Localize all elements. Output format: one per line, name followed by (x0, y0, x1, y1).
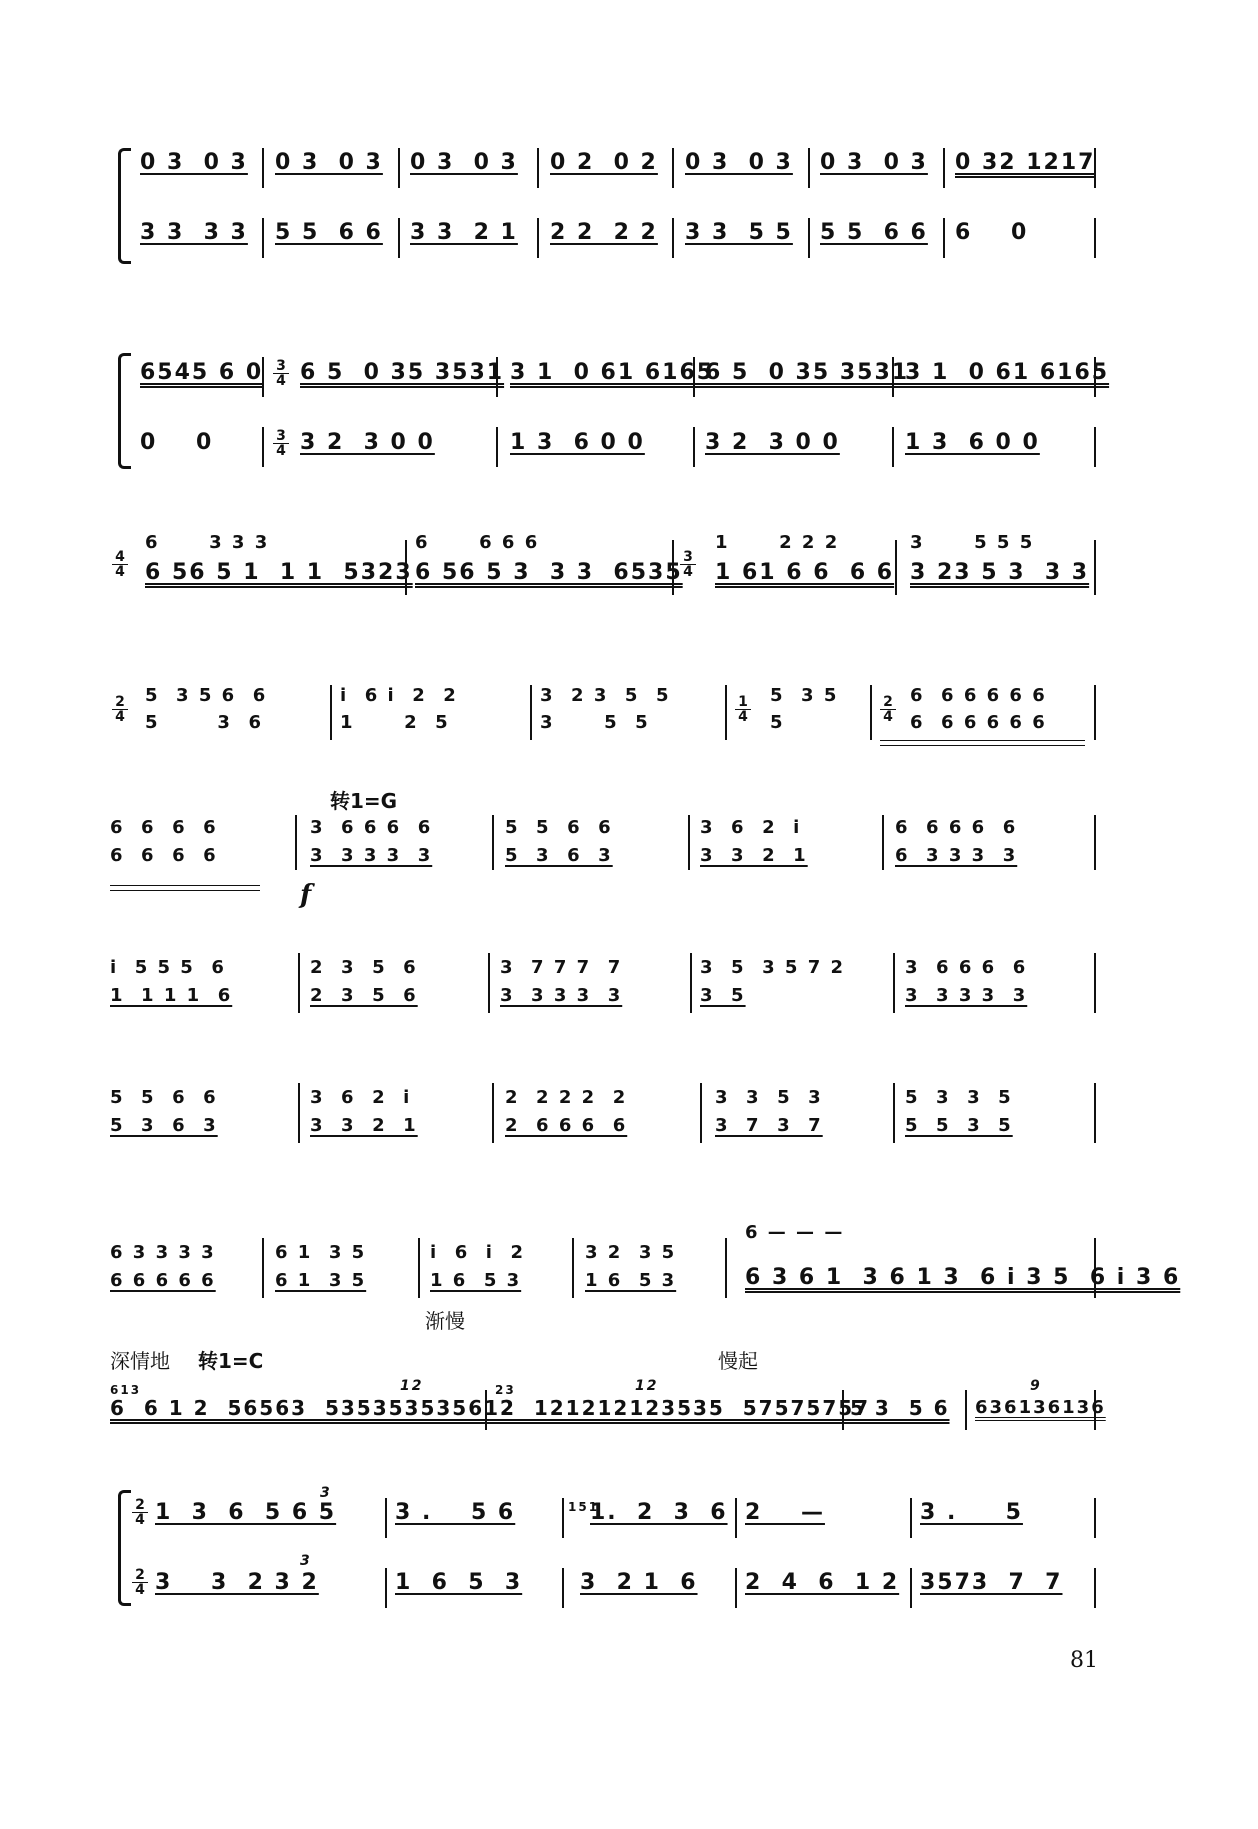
measure-upper: 6 1 3 5 (275, 1242, 367, 1263)
measure-upper: 6 3 3 3 (145, 532, 270, 553)
grace-notes: 613 (110, 1383, 142, 1397)
time-signature: 3 4 (680, 550, 696, 579)
barline (1094, 1390, 1096, 1430)
barline (672, 148, 674, 188)
barline (690, 953, 692, 1013)
measure-lower: 3 3 3 3 3 (310, 845, 433, 866)
measure-lower: 2 6 6 6 6 (505, 1115, 628, 1136)
time-signature: 3 4 (273, 429, 289, 458)
barline (693, 357, 695, 397)
tuplet-number: 12 (400, 1378, 424, 1394)
barline (910, 1498, 912, 1538)
measure-upper: 3 5 3 5 7 2 (700, 957, 846, 978)
time-signature: 4 4 (112, 550, 128, 579)
measure-top: 0 32 1217 (955, 150, 1096, 175)
measure-top: 1. 2 3 6 (590, 1500, 728, 1525)
barline (330, 685, 332, 740)
barline (910, 1568, 912, 1608)
barline (1094, 1498, 1096, 1538)
barline (1094, 953, 1096, 1013)
dynamic-forte: f (300, 880, 312, 910)
barline (1094, 1083, 1096, 1143)
measure-upper: 3 2 3 5 5 (540, 685, 671, 706)
measure-upper: 5 5 6 6 (110, 1087, 218, 1108)
measure-top: 3 . 5 6 (395, 1500, 516, 1525)
measure-lower: 3 3 3 3 3 (905, 985, 1028, 1006)
measure-upper: 5 3 5 6 6 (145, 685, 268, 706)
measure-lower: 6 6 6 6 6 (110, 1270, 216, 1291)
barline (892, 427, 894, 467)
barline (1094, 1238, 1096, 1298)
tuplet-number: 3 (300, 1553, 312, 1569)
decrescendo-line (110, 885, 260, 886)
measure-upper: 6 — — — (745, 1222, 845, 1243)
measure-bottom: 3 2 3 0 0 (705, 430, 840, 455)
barline (418, 1238, 420, 1298)
measure: 3 23 5 3 3 3 (910, 560, 1090, 585)
barline (672, 540, 674, 595)
measure-bottom: 3 3 2 1 (410, 220, 518, 245)
barline (492, 815, 494, 870)
measure-bottom: 0 0 (140, 430, 214, 455)
barline (262, 427, 264, 467)
measure-lower: 1 6 5 3 (585, 1270, 677, 1291)
barline (496, 427, 498, 467)
barline (562, 1568, 564, 1608)
measure-top: 3 1 0 61 6165 (510, 360, 715, 385)
measure-top: 3 1 0 61 6165 (905, 360, 1110, 385)
barline (725, 1238, 727, 1298)
barline (262, 1238, 264, 1298)
barline (485, 1390, 487, 1430)
measure-lower: 3 7 3 7 (715, 1115, 823, 1136)
time-signature: 3 4 (273, 359, 289, 388)
measure-lower: 6 6 6 6 (110, 845, 218, 866)
barline (488, 953, 490, 1013)
barline (262, 218, 264, 258)
measure: 636136136 (975, 1397, 1106, 1418)
measure-upper: 1 2 2 2 (715, 532, 840, 553)
barline (385, 1498, 387, 1538)
barline (298, 953, 300, 1013)
time-signature: 2 4 (880, 695, 896, 724)
measure-bottom: 3 3 3 3 (140, 220, 248, 245)
barline (405, 540, 407, 595)
measure-lower: 5 5 3 5 (905, 1115, 1013, 1136)
measure-upper: 3 6 2 i (700, 817, 802, 838)
measure-lower: 2 3 5 6 (310, 985, 418, 1006)
barline (1094, 218, 1096, 258)
key-change: 转1=C (198, 1349, 264, 1373)
barline (672, 218, 674, 258)
measure-upper: 5 3 5 (770, 685, 839, 706)
measure-lower: 1 6 5 3 (430, 1270, 522, 1291)
barline (398, 218, 400, 258)
measure: 6 6 1 2 56563 535353535612 (110, 1396, 516, 1420)
measure-lower: 3 3 2 1 (700, 845, 808, 866)
measure-lower: 6 1 3 5 (275, 1270, 367, 1291)
measure: 6 56 5 1 1 1 5323 (145, 560, 413, 585)
measure-upper: 3 6 6 6 6 (905, 957, 1028, 978)
measure-top: 1 3 6 5 6 5 (155, 1500, 337, 1525)
barline (572, 1238, 574, 1298)
barline (530, 685, 532, 740)
tuplet-number: 9 (1030, 1378, 1042, 1394)
measure-top: 0 3 0 3 (685, 150, 793, 175)
system-bracket (118, 148, 131, 264)
barline (693, 427, 695, 467)
measure-bottom: 2 2 2 2 (550, 220, 658, 245)
grace-notes: 151 (568, 1500, 600, 1514)
measure-bottom: 3 3 5 5 (685, 220, 793, 245)
barline (298, 1083, 300, 1143)
measure-bottom: 6 0 (955, 220, 1029, 245)
grace-notes: 23 (495, 1383, 516, 1397)
measure-top: 6545 6 0 (140, 360, 264, 385)
measure-bottom: 2 4 6 1 2 (745, 1570, 900, 1595)
measure-upper: 3 5 5 5 (910, 532, 1035, 553)
barline (895, 540, 897, 595)
barline (725, 685, 727, 740)
measure-lower: 5 3 6 3 (110, 1115, 218, 1136)
barline (496, 357, 498, 397)
barline (735, 1568, 737, 1608)
barline (700, 1083, 702, 1143)
measure-lower: 3 3 3 3 3 (500, 985, 623, 1006)
measure: 5 3 5 6 (850, 1396, 950, 1420)
barline (537, 218, 539, 258)
measure-upper: 6 3 3 3 3 (110, 1242, 216, 1263)
tempo-marking: 慢起 (718, 1349, 758, 1373)
measure: 6 56 5 3 3 3 6535 (415, 560, 683, 585)
crescendo-line (880, 740, 1085, 741)
tuplet-number: 3 (320, 1485, 332, 1501)
measure-top: 3 . 5 (920, 1500, 1023, 1525)
measure-upper: 3 2 3 5 (585, 1242, 677, 1263)
measure-bottom: 3573 7 7 (920, 1570, 1063, 1595)
measure-upper: 5 3 3 5 (905, 1087, 1013, 1108)
measure-lower: 5 (770, 712, 785, 733)
tempo-marking: 渐慢 (425, 1309, 465, 1333)
measure-bottom: 5 5 6 6 (275, 220, 383, 245)
measure-bottom: 1 3 6 0 0 (905, 430, 1040, 455)
measure-lower: 6 6 6 6 6 6 (910, 712, 1047, 733)
barline (1094, 357, 1096, 397)
measure-lower: 6 3 6 1 3 6 1 3 6 i 3 5 6 i 3 6 (745, 1265, 1181, 1290)
tuplet-number: 12 (635, 1378, 659, 1394)
measure-lower: 1 2 5 (340, 712, 450, 733)
time-signature: 1 4 (735, 695, 751, 724)
measure-bottom: 3 2 3 0 0 (300, 430, 435, 455)
measure-upper: 3 6 6 6 6 (310, 817, 433, 838)
barline (808, 148, 810, 188)
measure-upper: 6 6 6 6 (415, 532, 540, 553)
measure-bottom: 1 6 5 3 (395, 1570, 523, 1595)
barline (1094, 815, 1096, 870)
barline (965, 1390, 967, 1430)
key-change: 转1=G (330, 789, 398, 813)
measure-bottom: 3 3 2 3 2 (155, 1570, 319, 1595)
barline (1094, 427, 1096, 467)
measure-upper: 5 5 6 6 (505, 817, 613, 838)
measure-lower: 3 3 2 1 (310, 1115, 418, 1136)
measure-upper: 2 2 2 2 2 (505, 1087, 628, 1108)
time-signature: 2 4 (112, 695, 128, 724)
barline (735, 1498, 737, 1538)
barline (688, 815, 690, 870)
barline (1094, 1568, 1096, 1608)
measure-top: 0 3 0 3 (140, 150, 248, 175)
barline (842, 1390, 844, 1430)
barline (562, 1498, 564, 1538)
page-number: 81 (1070, 1648, 1098, 1673)
barline (537, 148, 539, 188)
measure-top: 0 3 0 3 (410, 150, 518, 175)
measure-upper: i 6 i 2 2 (340, 685, 458, 706)
barline (262, 357, 264, 397)
measure-upper: 6 6 6 6 6 (895, 817, 1018, 838)
measure-top: 0 3 0 3 (820, 150, 928, 175)
measure: 1 61 6 6 6 6 (715, 560, 895, 585)
barline (892, 357, 894, 397)
barline (870, 685, 872, 740)
barline (1094, 685, 1096, 740)
measure-upper: i 6 i 2 (430, 1242, 525, 1263)
measure-top: 2 — (745, 1500, 825, 1525)
system-bracket (118, 353, 131, 469)
system-bracket (118, 1490, 131, 1606)
barline (1094, 540, 1096, 595)
measure-bottom: 3 2 1 6 (580, 1570, 698, 1595)
barline (943, 148, 945, 188)
measure-upper: 3 6 2 i (310, 1087, 412, 1108)
measure-top: 6 5 0 35 3531 (705, 360, 910, 385)
measure-upper: 3 3 5 3 (715, 1087, 823, 1108)
measure-top: 0 3 0 3 (275, 150, 383, 175)
measure-top: 6 5 0 35 3531 (300, 360, 505, 385)
measure-top: 0 2 0 2 (550, 150, 658, 175)
measure-lower: 3 5 (700, 985, 746, 1006)
expression-marking: 深情地 (110, 1349, 170, 1373)
decrescendo-line (110, 890, 260, 891)
measure-upper: 6 6 6 6 6 6 (910, 685, 1047, 706)
measure-lower: 1 1 1 1 6 (110, 985, 233, 1006)
time-signature: 2 4 (132, 1498, 148, 1527)
measure-upper: 2 3 5 6 (310, 957, 418, 978)
barline (1094, 148, 1096, 188)
barline (893, 953, 895, 1013)
barline (295, 815, 297, 870)
measure-lower: 5 3 6 (145, 712, 263, 733)
barline (882, 815, 884, 870)
measure-bottom: 1 3 6 0 0 (510, 430, 645, 455)
crescendo-line (880, 745, 1085, 746)
barline (808, 218, 810, 258)
measure-bottom: 5 5 6 6 (820, 220, 928, 245)
measure-upper: i 5 5 5 6 (110, 957, 226, 978)
barline (893, 1083, 895, 1143)
time-signature: 2 4 (132, 1568, 148, 1597)
barline (398, 148, 400, 188)
barline (943, 218, 945, 258)
barline (492, 1083, 494, 1143)
measure-upper: 3 7 7 7 7 (500, 957, 623, 978)
measure: 2 121212123535 57575757 (500, 1396, 871, 1420)
measure-lower: 5 3 6 3 (505, 845, 613, 866)
measure-lower: 6 3 3 3 3 (895, 845, 1018, 866)
barline (262, 148, 264, 188)
measure-lower: 3 5 5 (540, 712, 650, 733)
measure-upper: 6 6 6 6 (110, 817, 218, 838)
barline (385, 1568, 387, 1608)
